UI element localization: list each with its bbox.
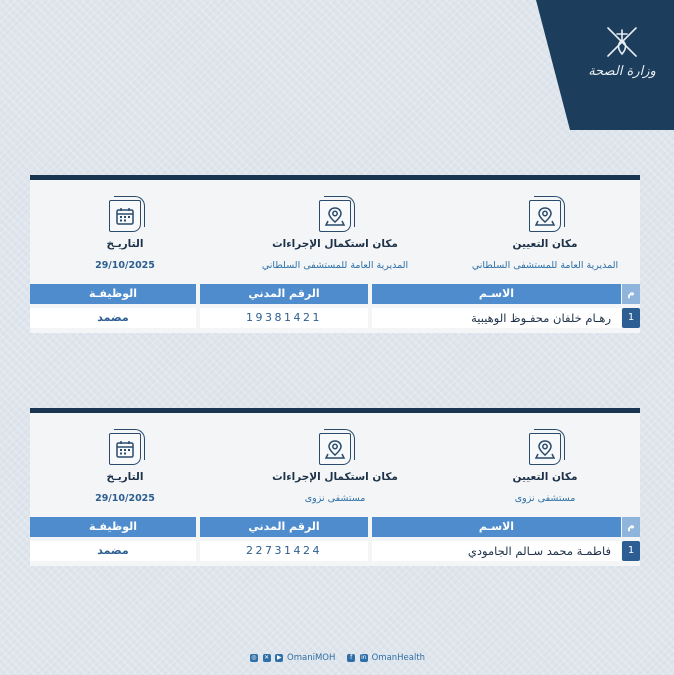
card-info-row [30,413,640,517]
header-index: م [622,517,640,537]
header-index: م [622,284,640,304]
appointment-place [450,180,640,273]
appointment-card [30,408,640,566]
procedures-place-label: مكان استكمال الإجراءات [272,238,398,250]
header-name: الاسـم [372,284,621,304]
card-info-row [30,180,640,284]
map-pin-icon [319,433,351,465]
employee-name: رهـام خلفان محفـوظ الوهيبية [372,308,621,328]
x-icon[interactable]: ✕ [264,654,270,661]
ministry-logo [570,0,674,130]
appointment-place-value: مستشفى نزوى [514,493,576,504]
appointment-card [30,175,640,333]
date-label: التاريـخ [106,471,144,483]
date-block [30,413,220,506]
header-job: الوظيفـة [30,284,196,304]
calendar-icon [109,200,141,232]
header-name: الاسـم [372,517,621,537]
job-title: مضمد [30,541,196,561]
facebook-icon[interactable]: f [347,654,355,662]
table-row [30,541,640,563]
date-value: 29/10/2025 [95,260,155,271]
civil-number: 19381421 [200,308,368,328]
job-title: مضمد [30,308,196,328]
employee-name: فاطمـة محمد سـالم الجامودي [372,541,621,561]
procedures-place [240,180,430,273]
header-job: الوظيفـة [30,517,196,537]
appointment-place [450,413,640,506]
table-header [30,284,640,306]
map-pin-icon [529,433,561,465]
calendar-icon [109,433,141,465]
linkedin-icon[interactable]: in [361,654,367,661]
procedures-place [240,413,430,506]
appointment-place-label: مكان التعيين [512,471,578,483]
ministry-name: وزارة الصحة [588,64,656,79]
header-civil-number: الرقم المدني [200,284,368,304]
date-label: التاريـخ [106,238,144,250]
row-index: 1 [622,541,640,561]
social-footer [0,653,674,664]
appointment-place-value: المديرية العامة للمستشفى السلطاني [471,260,619,271]
civil-number: 22731424 [200,541,368,561]
handle-omanimoh[interactable]: OmaniMOH [287,653,336,663]
header-civil-number: الرقم المدني [200,517,368,537]
map-pin-icon [529,200,561,232]
instagram-icon[interactable]: ◎ [251,654,257,661]
procedures-place-label: مكان استكمال الإجراءات [272,471,398,483]
table-row [30,308,640,330]
procedures-place-value: المديرية العامة للمستشفى السلطاني [261,260,409,271]
row-index: 1 [622,308,640,328]
youtube-icon[interactable]: ▶ [277,654,282,661]
date-value: 29/10/2025 [95,493,155,504]
date-block [30,180,220,273]
map-pin-icon [319,200,351,232]
handle-omanhealth[interactable]: OmanHealth [371,653,426,663]
procedures-place-value: مستشفى نزوى [304,493,366,504]
khanjar-emblem-icon [600,20,644,64]
appointment-place-label: مكان التعيين [512,238,578,250]
table-header [30,517,640,539]
